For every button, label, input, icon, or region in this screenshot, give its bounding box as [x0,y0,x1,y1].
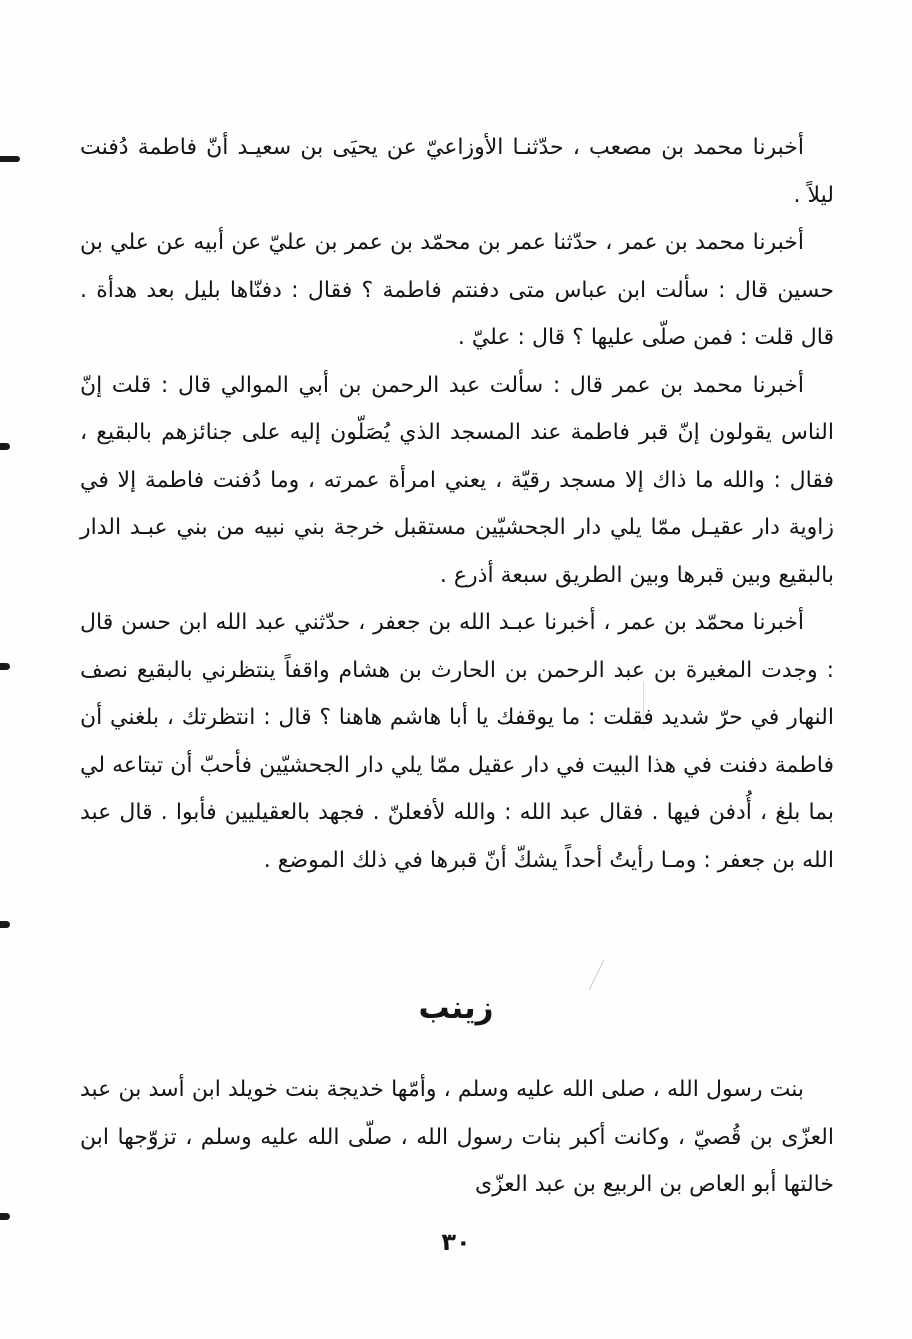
scan-artifact-line [589,960,605,991]
narration-paragraph: أخبرنا محمد بن مصعب ، حدّثنـا الأوزاعيّ عن يحيَى بن سعيـد أنّ فاطمة دُفنت ليلاً . [80,135,834,208]
narration-paragraph: أخبرنا محمد بن عمر قال : سألت عبد الرحمن بن أبي الموالي قال : قلت إنّ الناس يقولون إنّ قبر فاطمة عند المسجد الذي يُصَلّون إليه على جنائزهم بالبقيع ، فقال : والله ما ذاك إلا مسجد رقيّة ، يعني امرأة عمرته ، وما دُفنت فاطمة إلا في زاوية دار عقيـل ممّا يلي دار الجحشيّين مستقبل خرجة بني نبيه من بني عبـد الدار بالبقيع وبين قبرها وبين الطريق سبعة أذرع . [80,372,834,588]
scan-edge-mark [0,921,10,928]
narration-paragraph: أخبرنا محمد بن عمر ، حدّثنا عمر بن محمّد بن عمر بن عليّ عن أبيه عن علي بن حسين قال : سألت ابن عباس متى دفنتم فاطمة ؟ فقال : دفنّاها بليل بعد هدأة . قال قلت : فمن صلّى عليها ؟ قال : عليّ . [80,230,834,350]
scan-edge-mark [0,663,10,670]
section-heading: زينب [418,990,494,1026]
narration-paragraph: أخبرنا محمّد بن عمر ، أخبرنا عبـد الله بن جعفر ، حدّثني عبد الله ابن حسن قال : وجدت المغيرة بن عبد الرحمن بن الحارث بن هشام واقفاً ينتظرني بالبقيع نصف النهار في حرّ شديد فقلت : ما يوقفك يا أبا هاشم هاهنا ؟ قال : انتظرتك ، بلغني أن فاطمة دفنت في هذا البيت في دار عقيل ممّا يلي دار الجحشيّين فأحبّ أن تبتاعه لي بما بلغ ، أُدفن فيها . فقال عبد الله : والله لأفعلنّ . فجهد بالعقيليين فأبوا . قال عبد الله بن جعفر : ومـا رأيتُ أحداً يشكّ أنّ قبرها في ذلك الموضع . [80,610,834,873]
page-number: ٣٠ [441,1228,471,1256]
narrations-section [80,124,834,884]
scan-edge-mark [0,1213,10,1220]
biography-paragraph: بنت رسول الله ، صلى الله عليه وسلم ، وأمّها خديجة بنت خويلد ابن أسد بن عبد العزّى بن قُصيّ ، وكانت أكبر بنات رسول الله ، صلّى الله عليه وسلم ، تزوّجها ابن خالتها أبو العاص بن الربيع بن عبد العزّى [80,1077,834,1197]
biography-section [80,1066,834,1209]
scan-edge-mark [0,443,10,450]
scan-edge-mark [0,156,20,162]
